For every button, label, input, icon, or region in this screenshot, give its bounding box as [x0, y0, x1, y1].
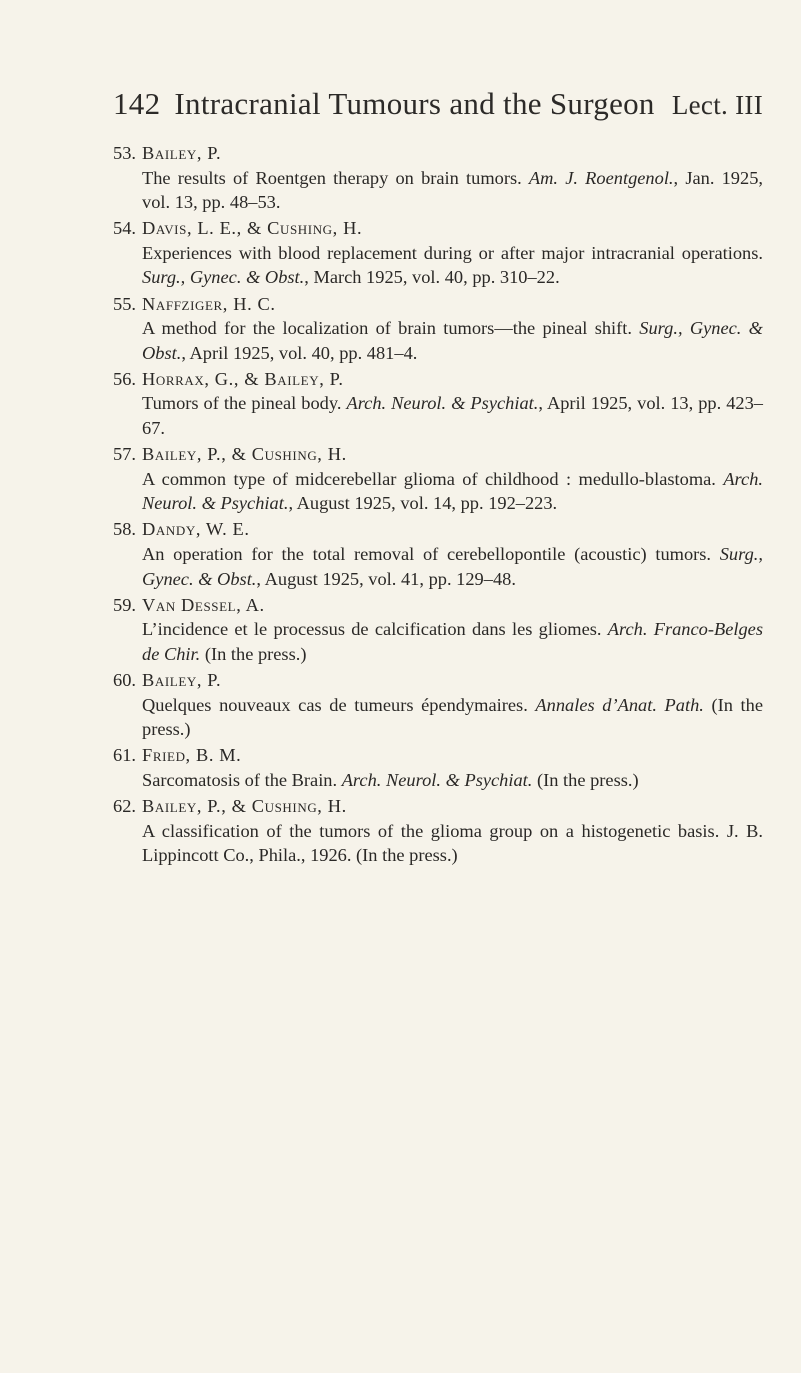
journal-title: Arch. Neurol. & Psychiat.	[341, 769, 533, 790]
reference-citation	[113, 819, 763, 868]
reference-number: 58.	[113, 519, 136, 540]
reference-author: Bailey, P.	[142, 143, 222, 163]
reference-number: 60.	[113, 669, 136, 690]
reference-number: 53.	[113, 143, 136, 163]
citation-text: The results of Roentgen therapy on brain tumors.	[142, 167, 529, 188]
journal-title: Arch. Neurol. & Psychiat.	[142, 468, 763, 514]
journal-title: Surg., Gynec. & Obst.	[142, 267, 305, 288]
citation-text: , April 1925, vol. 13, pp. 423–67.	[142, 393, 763, 439]
reference-item	[113, 442, 763, 516]
page-number: 142	[113, 86, 161, 121]
citation-text: Sarcomatosis of the Brain.	[142, 769, 342, 790]
reference-item	[113, 141, 763, 215]
reference-heading	[113, 668, 763, 693]
citation-text: A classification of the tumors of the glioma group on a histogenetic basis. J. B. Lippincott Co., Phila., 1926. (In the press.)	[142, 820, 763, 866]
citation-text: Quelques nouveaux cas de tumeurs épendymaires.	[142, 694, 536, 715]
reference-item	[113, 292, 763, 366]
reference-heading	[113, 367, 763, 392]
reference-author: Naffziger, H. C.	[142, 293, 276, 314]
reference-citation	[113, 617, 763, 666]
reference-heading	[113, 593, 763, 618]
reference-citation	[113, 467, 763, 516]
reference-heading	[113, 141, 763, 166]
reference-item	[113, 794, 763, 868]
journal-title: Surg., Gynec. & Obst.	[142, 544, 763, 589]
citation-text: A common type of midcerebellar glioma of childhood : medullo-blastoma.	[142, 468, 724, 489]
reference-number: 61.	[113, 745, 136, 766]
reference-item	[113, 668, 763, 742]
reference-item	[113, 517, 763, 591]
reference-number: 55.	[113, 293, 136, 314]
reference-author: Dandy, W. E.	[142, 519, 250, 540]
reference-heading	[113, 517, 763, 542]
reference-item	[113, 216, 763, 290]
citation-text: Experiences with blood replacement during or after major intracranial operations.	[142, 242, 763, 263]
reference-citation	[113, 316, 763, 365]
reference-heading	[113, 743, 763, 768]
citation-text: L’incidence et le processus de calcification dans les gliomes.	[142, 619, 608, 640]
reference-author: Davis, L. E., & Cushing, H.	[142, 218, 363, 239]
reference-heading	[113, 292, 763, 317]
reference-author: Van Dessel, A.	[142, 594, 265, 615]
reference-author: Bailey, P., & Cushing, H.	[142, 444, 347, 465]
reference-item	[113, 593, 763, 667]
citation-text: An operation for the total removal of cerebellopontile (acoustic) tumors.	[142, 544, 720, 564]
reference-number: 59.	[113, 594, 136, 615]
reference-author: Horrax, G., & Bailey, P.	[142, 368, 344, 389]
reference-number: 56.	[113, 368, 136, 389]
journal-title: Arch. Franco-Belges de Chir.	[142, 619, 763, 664]
citation-text: , Jan. 1925, vol. 13, pp. 48–53.	[142, 167, 763, 213]
reference-list	[113, 141, 763, 869]
reference-number: 62.	[113, 795, 136, 816]
citation-text: Tumors of the pineal body.	[142, 393, 347, 414]
reference-number: 57.	[113, 444, 136, 465]
running-title: Intracranial Tumours and the Surgeon	[174, 86, 655, 121]
reference-author: Bailey, P.	[142, 669, 222, 690]
citation-text: (In the press.)	[200, 643, 307, 664]
reference-citation	[113, 542, 763, 591]
reference-citation	[113, 166, 763, 215]
journal-title: Surg., Gynec. & Obst.	[142, 318, 763, 363]
journal-title: Arch. Neurol. & Psychiat.	[346, 393, 539, 414]
journal-title: Annales d’Anat. Path.	[535, 694, 704, 715]
reference-author: Fried, B. M.	[142, 745, 242, 766]
reference-item	[113, 367, 763, 441]
reference-number: 54.	[113, 218, 136, 239]
citation-text: , August 1925, vol. 14, pp. 192–223.	[288, 493, 558, 514]
reference-heading	[113, 216, 763, 241]
citation-text: (In the press.)	[142, 694, 764, 740]
citation-text: , April 1925, vol. 40, pp. 481–4.	[181, 342, 418, 363]
citation-text: , August 1925, vol. 41, pp. 129–48.	[256, 568, 516, 589]
citation-text: A method for the localization of brain tumors—the pineal shift.	[142, 318, 640, 339]
citation-text: , March 1925, vol. 40, pp. 310–22.	[304, 267, 560, 288]
reference-citation	[113, 391, 763, 440]
reference-item	[113, 743, 763, 792]
journal-title: Am. J. Roentgenol.	[528, 167, 674, 188]
reference-author: Bailey, P., & Cushing, H.	[142, 795, 347, 816]
reference-heading	[113, 794, 763, 819]
reference-heading	[113, 442, 763, 467]
page-header	[113, 86, 763, 122]
citation-text: (In the press.)	[532, 769, 639, 790]
reference-citation	[113, 241, 763, 290]
reference-citation	[113, 693, 763, 742]
reference-citation	[113, 768, 763, 793]
lecture-label: Lect. III	[671, 90, 763, 120]
